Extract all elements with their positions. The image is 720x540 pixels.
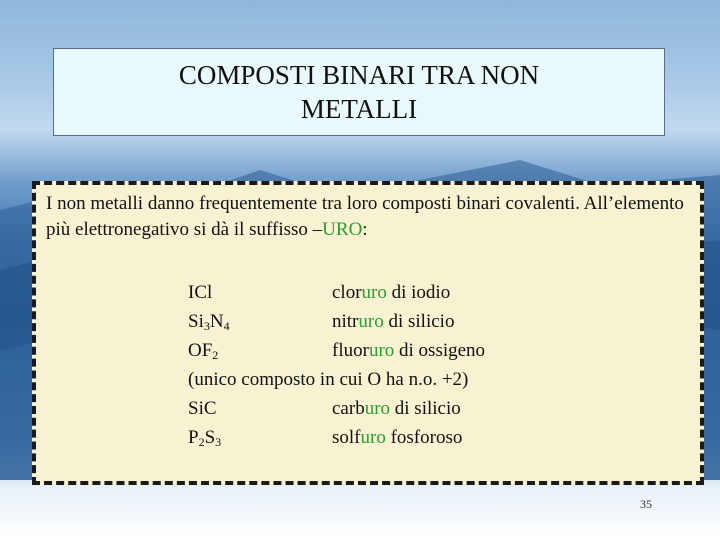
compound-formula: $OF_2$: [188, 340, 219, 362]
compound-row: [188, 307, 485, 336]
compound-note-row: [188, 365, 485, 394]
intro-paragraph: [46, 191, 696, 243]
compound-name: carburo di silicio: [332, 398, 461, 419]
compound-note: (unico composto in cui O ha n.o. +2): [188, 369, 469, 390]
compound-row: [188, 394, 485, 423]
compound-row: [188, 336, 485, 365]
compound-formula: SiC: [188, 398, 217, 419]
intro-colon: :: [362, 219, 368, 240]
compound-row: [188, 423, 485, 452]
compound-formula: $Si_3N_4$: [188, 311, 230, 333]
compound-name: nitruro di silicio: [332, 311, 455, 332]
compound-list: [188, 278, 485, 452]
page-number: 35: [640, 497, 652, 511]
compound-formula: ICl: [188, 282, 213, 303]
compound-name: cloruro di iodio: [332, 282, 451, 303]
suffix-highlight: URO: [322, 219, 363, 240]
compound-row: [188, 278, 485, 307]
intro-text: I non metalli danno frequentemente tra loro composti binari covalenti. All’elemento più elettronegativo si dà il suffisso –: [46, 193, 684, 240]
slide-title: COMPOSTI BINARI TRA NON METALLI: [178, 60, 540, 124]
compound-formula: $P_2S_3$: [188, 427, 222, 449]
compound-name: fluoruro di ossigeno: [332, 340, 486, 361]
compound-name: solfuro fosforoso: [332, 427, 463, 448]
title-box: [53, 48, 665, 136]
content-box: [32, 181, 704, 485]
